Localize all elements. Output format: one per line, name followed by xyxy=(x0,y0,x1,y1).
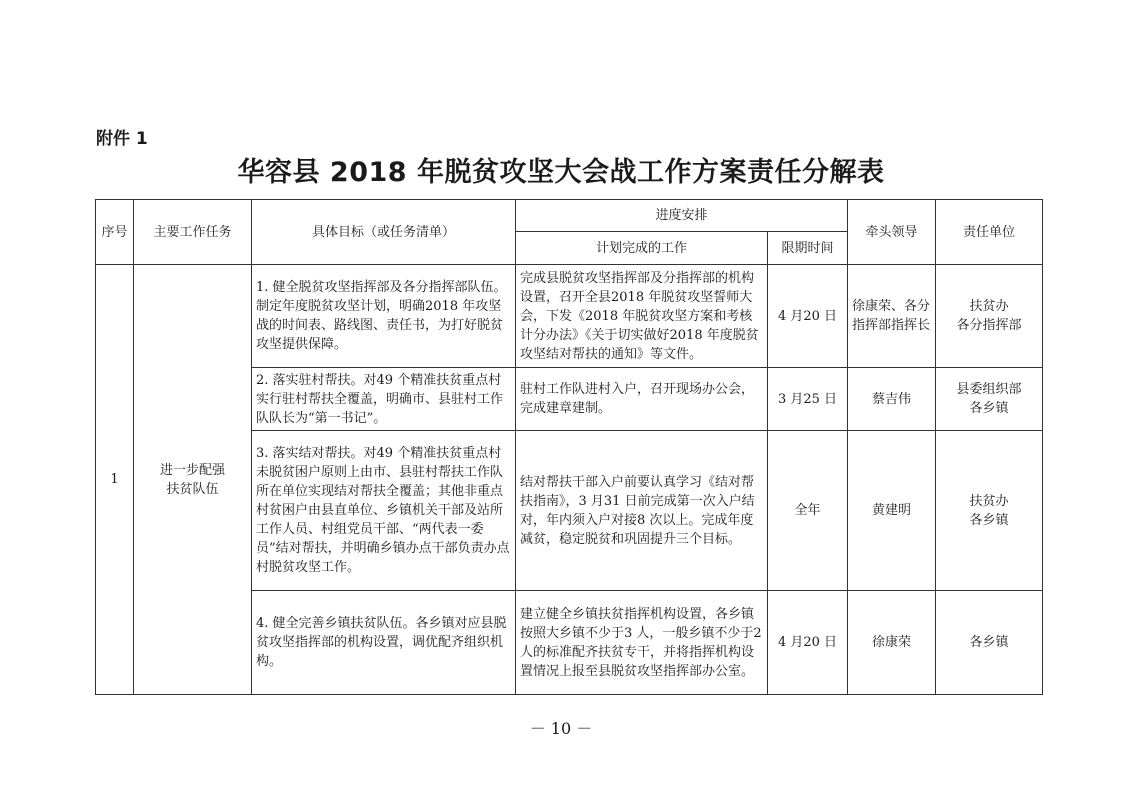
lead-cell: 徐康荣 xyxy=(848,591,936,695)
header-row-1 xyxy=(96,200,1043,232)
page-number: － 10 － xyxy=(529,719,593,738)
deadline-cell: 4 月20 日 xyxy=(768,591,848,695)
header-unit: 责任单位 xyxy=(936,200,1043,265)
header-index: 序号 xyxy=(96,200,134,265)
main-task-cell xyxy=(134,265,252,695)
unit-line-1: 各乡镇 xyxy=(969,635,1009,650)
header-lead: 牵头领导 xyxy=(848,200,936,265)
unit-line-2: 各分指挥部 xyxy=(956,318,1022,333)
unit-cell xyxy=(936,431,1043,591)
goal-cell: 1. 健全脱贫攻坚指挥部及各分指挥部队伍。制定年度脱贫攻坚计划，明确2018 年攻坚战的时间表、路线图、责任书，为打好脱贫攻坚提供保障。 xyxy=(252,265,516,368)
main-task-line-1: 进一步配强 xyxy=(159,462,225,478)
goal-cell: 2. 落实驻村帮扶。对49 个精准扶贫重点村实行驻村帮扶全覆盖，明确市、县驻村工作队队长为“第一书记”。 xyxy=(252,368,516,431)
header-main-task: 主要工作任务 xyxy=(134,200,252,265)
row-index-cell: 1 xyxy=(96,265,134,695)
unit-line-1: 扶贫办 xyxy=(969,493,1009,509)
unit-line-1: 扶贫办 xyxy=(969,299,1009,314)
lead-cell: 徐康荣、各分指挥部指挥长 xyxy=(848,265,936,368)
document-title: 华容县 2018 年脱贫攻坚大会战工作方案责任分解表 xyxy=(237,157,885,188)
goal-cell: 3. 落实结对帮扶。对49 个精准扶贫重点村未脱贫困户原则上由市、县驻村帮扶工作队所在单位实现结对帮扶全覆盖；其他非重点村贫困户由县直单位、乡镇机关干部及站所工作人员、村组党员干部、“两代表一委员”结对帮扶，并明确乡镇办点干部负责办点村脱贫攻坚工作。 xyxy=(252,431,516,591)
unit-cell xyxy=(936,368,1043,431)
planned-work-cell: 驻村工作队进村入户，召开现场办公会，完成建章建制。 xyxy=(516,368,768,431)
lead-cell: 黄建明 xyxy=(848,431,936,591)
lead-cell: 蔡吉伟 xyxy=(848,368,936,431)
responsibility-table xyxy=(95,199,1043,695)
unit-cell xyxy=(936,265,1043,368)
main-task-line-2: 扶贫队伍 xyxy=(166,481,219,497)
unit-cell xyxy=(936,591,1043,695)
deadline-cell: 3 月25 日 xyxy=(768,368,848,431)
unit-line-1: 县委组织部 xyxy=(956,382,1022,397)
planned-work-cell: 结对帮扶干部入户前要认真学习《结对帮扶指南》，3 月31 日前完成第一次入户结对，年内须入户对接8 次以上。完成年度减贫，稳定脱贫和巩固提升三个目标。 xyxy=(516,431,768,591)
planned-work-cell: 建立健全乡镇扶贫指挥机构设置，各乡镇按照大乡镇不少于3 人，一般乡镇不少于2 人的标准配齐扶贫专干，并将指挥机构设置情况上报至县脱贫攻坚指挥部办公室。 xyxy=(516,591,768,695)
goal-cell: 4. 健全完善乡镇扶贫队伍。各乡镇对应县脱贫攻坚指挥部的机构设置，调优配齐组织机构。 xyxy=(252,591,516,695)
header-progress: 进度安排 xyxy=(516,200,848,232)
header-deadline: 限期时间 xyxy=(768,232,848,265)
unit-line-2: 各乡镇 xyxy=(969,512,1009,528)
header-planned-work: 计划完成的工作 xyxy=(516,232,768,265)
table-row xyxy=(96,265,1043,368)
attachment-label: 附件 1 xyxy=(96,129,148,149)
deadline-cell: 4 月20 日 xyxy=(768,265,848,368)
deadline-cell: 全年 xyxy=(768,431,848,591)
planned-work-cell: 完成县脱贫攻坚指挥部及分指挥部的机构设置，召开全县2018 年脱贫攻坚誓师大会，下发《2018 年脱贫攻坚方案和考核计分办法》《关于切实做好2018 年度脱贫攻坚结对帮扶的通知》等文件。 xyxy=(516,265,768,368)
header-goal: 具体目标（或任务清单） xyxy=(252,200,516,265)
unit-line-2: 各乡镇 xyxy=(969,401,1009,416)
